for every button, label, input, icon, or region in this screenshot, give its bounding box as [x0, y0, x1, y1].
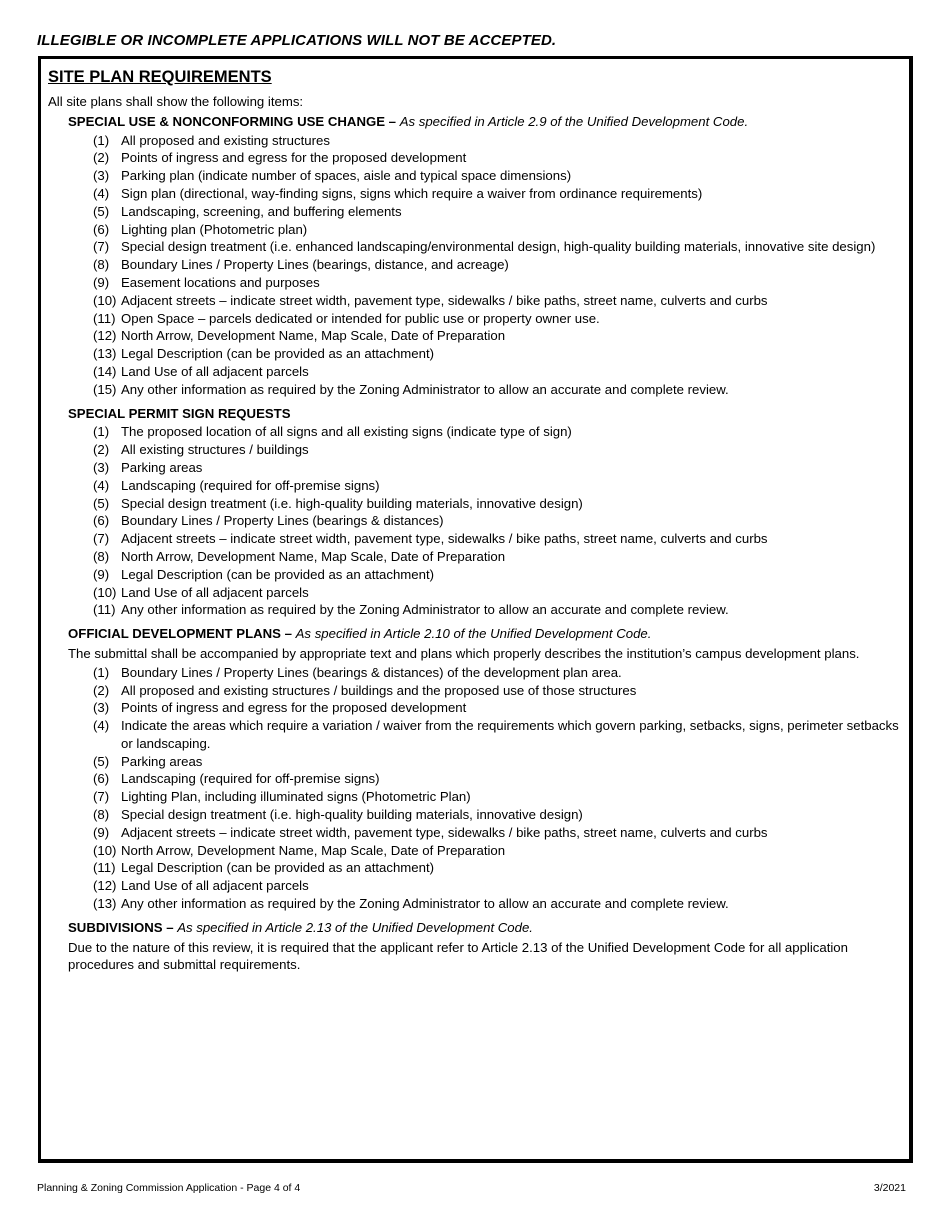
list-item: [93, 530, 905, 548]
section-heading: [68, 405, 905, 423]
section-heading-bold: SPECIAL USE & NONCONFORMING USE CHANGE –: [68, 113, 397, 129]
list-item: [93, 185, 905, 203]
item-text: Landscaping, screening, and buffering elements: [121, 203, 402, 219]
requirements-list: [68, 132, 905, 399]
warning-banner: ILLEGIBLE OR INCOMPLETE APPLICATIONS WILL NOT BE ACCEPTED.: [37, 32, 557, 49]
item-number: (4): [93, 718, 110, 734]
item-text: Easement locations and purposes: [121, 274, 320, 290]
list-item: [93, 699, 905, 717]
item-text: Special design treatment (i.e. high-quality building materials, innovative design): [121, 495, 583, 511]
item-number: (8): [93, 807, 110, 823]
section-heading: [68, 113, 905, 131]
list-item: [93, 495, 905, 513]
section-heading-italic: As specified in Article 2.9 of the Unified Development Code.: [399, 113, 749, 129]
item-number: (6): [93, 513, 110, 529]
item-number: (7): [93, 531, 110, 547]
section-paragraph: Due to the nature of this review, it is required that the applicant refer to Article 2.13 of the Unified Development Code for all application procedures and submittal requirements.: [68, 939, 848, 973]
section-heading: [68, 919, 905, 937]
list-item: [93, 548, 905, 566]
section-heading-bold: OFFICIAL DEVELOPMENT PLANS –: [68, 626, 292, 642]
item-text: Special design treatment (i.e. enhanced landscaping/environmental design, high-quality building materials, innovative site design): [121, 239, 876, 255]
list-item: [93, 345, 905, 363]
list-item: [93, 292, 905, 310]
item-text: Legal Description (can be provided as an attachment): [121, 346, 435, 362]
item-number: (10): [93, 584, 117, 600]
item-text: Landscaping (required for off-premise signs): [121, 771, 380, 787]
list-item: [93, 806, 905, 824]
item-number: (3): [93, 168, 110, 184]
item-number: (8): [93, 548, 110, 564]
section-heading-bold: SPECIAL PERMIT SIGN REQUESTS: [68, 405, 291, 421]
item-number: (11): [93, 602, 116, 618]
item-text: Adjacent streets – indicate street width, pavement type, sidewalks / bike paths, street name, culverts and curbs: [121, 531, 768, 547]
list-item: [93, 566, 905, 584]
item-text: Boundary Lines / Property Lines (bearings & distances): [121, 513, 444, 529]
list-item: [93, 584, 905, 602]
section-special-use: [68, 113, 905, 399]
item-text: Land Use of all adjacent parcels: [121, 584, 309, 600]
section-heading: [68, 625, 905, 643]
item-number: (10): [93, 292, 117, 308]
site-plan-requirements-box: [38, 56, 913, 1163]
item-text: Adjacent streets – indicate street width, pavement type, sidewalks / bike paths, street name, culverts and curbs: [121, 824, 768, 840]
item-text: Parking plan (indicate number of spaces, aisle and typical space dimensions): [121, 168, 572, 184]
list-item: [93, 682, 905, 700]
item-text: Any other information as required by the Zoning Administrator to allow an accurate and complete review.: [121, 602, 729, 618]
item-text: Any other information as required by the Zoning Administrator to allow an accurate and complete review.: [121, 381, 729, 397]
list-item: [93, 664, 905, 682]
section-heading-italic: As specified in Article 2.10 of the Unified Development Code.: [295, 626, 652, 642]
list-item: [93, 459, 905, 477]
item-number: (13): [93, 896, 117, 912]
list-item: [93, 132, 905, 150]
list-item: [93, 381, 905, 399]
list-item: [93, 167, 905, 185]
item-number: (5): [93, 753, 110, 769]
item-text: Land Use of all adjacent parcels: [121, 363, 309, 379]
item-number: (2): [93, 682, 110, 698]
item-number: (1): [93, 424, 110, 440]
item-number: (6): [93, 771, 110, 787]
item-text: Parking areas: [121, 459, 203, 475]
list-item: [93, 717, 905, 753]
item-text: North Arrow, Development Name, Map Scale, Date of Preparation: [121, 548, 506, 564]
list-item: [93, 310, 905, 328]
requirements-list: [68, 423, 905, 619]
list-item: [93, 238, 905, 256]
item-number: (4): [93, 185, 110, 201]
list-item: [93, 203, 905, 221]
item-text: Sign plan (directional, way-finding signs, signs which require a waiver from ordinance requirements): [121, 185, 703, 201]
item-text: Boundary Lines / Property Lines (bearings & distances) of the development plan area.: [121, 664, 622, 680]
section-heading-italic: As specified in Article 2.13 of the Unified Development Code.: [177, 919, 533, 935]
item-number: (11): [93, 860, 116, 876]
list-item: [93, 363, 905, 381]
page-title: SITE PLAN REQUIREMENTS: [48, 68, 272, 86]
item-number: (9): [93, 274, 110, 290]
item-number: (4): [93, 477, 110, 493]
item-text: All existing structures / buildings: [121, 442, 309, 458]
list-item: [93, 753, 905, 771]
item-number: (9): [93, 824, 110, 840]
list-item: [93, 842, 905, 860]
footer-page-label: Planning & Zoning Commission Application - Page 4 of 4: [37, 1182, 301, 1194]
list-item: [93, 274, 905, 292]
intro-text: All site plans shall show the following items:: [48, 94, 304, 109]
item-number: (1): [93, 132, 110, 148]
item-number: (15): [93, 381, 117, 397]
list-item: [93, 512, 905, 530]
item-number: (6): [93, 221, 110, 237]
item-number: (12): [93, 328, 117, 344]
requirements-list: [68, 664, 905, 913]
item-text: North Arrow, Development Name, Map Scale, Date of Preparation: [121, 328, 506, 344]
item-text: All proposed and existing structures / buildings and the proposed use of those structures: [121, 682, 637, 698]
section-paragraph: The submittal shall be accompanied by appropriate text and plans which properly describes the institution’s campus development plans.: [68, 645, 860, 661]
item-number: (13): [93, 346, 117, 362]
item-text: Points of ingress and egress for the proposed development: [121, 150, 467, 166]
item-number: (5): [93, 203, 110, 219]
item-number: (11): [93, 310, 116, 326]
list-item: [93, 149, 905, 167]
item-text: Parking areas: [121, 753, 203, 769]
list-item: [93, 221, 905, 239]
item-text: Open Space – parcels dedicated or intended for public use or property owner use.: [121, 310, 600, 326]
list-item: [93, 601, 905, 619]
item-text: Land Use of all adjacent parcels: [121, 878, 309, 894]
section-official-development-plans: [68, 625, 905, 913]
item-text: Adjacent streets – indicate street width, pavement type, sidewalks / bike paths, street name, culverts and curbs: [121, 292, 768, 308]
item-text: Lighting Plan, including illuminated signs (Photometric Plan): [121, 789, 471, 805]
item-text: Special design treatment (i.e. high-quality building materials, innovative design): [121, 807, 583, 823]
item-number: (7): [93, 239, 110, 255]
item-number: (10): [93, 842, 117, 858]
item-text: Lighting plan (Photometric plan): [121, 221, 308, 237]
list-item: [93, 327, 905, 345]
item-text: The proposed location of all signs and all existing signs (indicate type of sign): [121, 424, 572, 440]
item-text: Legal Description (can be provided as an attachment): [121, 860, 435, 876]
item-number: (14): [93, 363, 117, 379]
list-item: [93, 423, 905, 441]
item-number: (7): [93, 789, 110, 805]
section-subdivisions: [68, 919, 905, 974]
list-item: [93, 859, 905, 877]
list-item: [93, 477, 905, 495]
item-number: (5): [93, 495, 110, 511]
list-item: [93, 441, 905, 459]
section-special-permit-sign: [68, 405, 905, 620]
item-text: Boundary Lines / Property Lines (bearings, distance, and acreage): [121, 257, 509, 273]
item-number: (9): [93, 566, 110, 582]
list-item: [93, 895, 905, 913]
list-item: [93, 877, 905, 895]
list-item: [93, 770, 905, 788]
item-number: (3): [93, 700, 110, 716]
item-text: Legal Description (can be provided as an attachment): [121, 566, 435, 582]
item-text: North Arrow, Development Name, Map Scale, Date of Preparation: [121, 842, 506, 858]
list-item: [93, 788, 905, 806]
item-number: (2): [93, 150, 110, 166]
section-heading-bold: SUBDIVISIONS –: [68, 919, 174, 935]
item-text: Landscaping (required for off-premise signs): [121, 477, 380, 493]
item-text: Any other information as required by the Zoning Administrator to allow an accurate and complete review.: [121, 896, 729, 912]
footer-date: 3/2021: [873, 1182, 906, 1194]
list-item: [93, 824, 905, 842]
item-number: (8): [93, 257, 110, 273]
list-item: [93, 256, 905, 274]
item-text: Indicate the areas which require a variation / waiver from the requirements which govern parking, setbacks, signs, perimeter setbacks or landscaping.: [121, 718, 899, 751]
item-number: (2): [93, 442, 110, 458]
item-number: (12): [93, 878, 117, 894]
item-text: Points of ingress and egress for the proposed development: [121, 700, 467, 716]
item-text: All proposed and existing structures: [121, 132, 330, 148]
item-number: (1): [93, 664, 110, 680]
item-number: (3): [93, 459, 110, 475]
